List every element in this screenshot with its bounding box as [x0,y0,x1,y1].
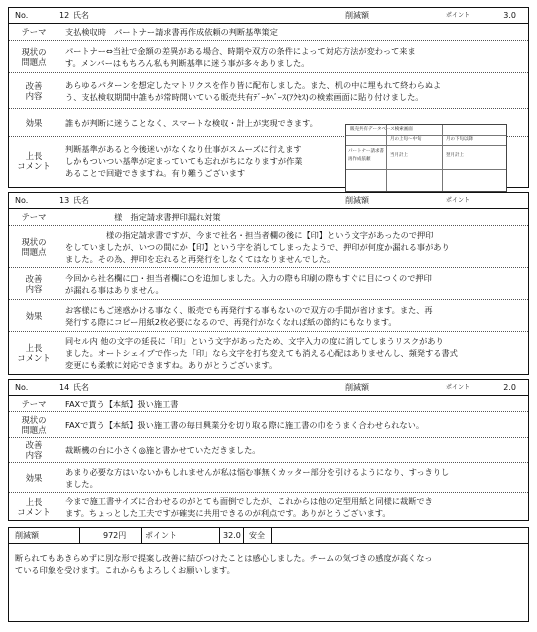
row-text: 様 指定請求書押印漏れ対策 [65,212,221,222]
thumb-cell-2: 翌月計上 [446,153,464,158]
card-header [9,8,528,24]
points-value: 3.0 [503,11,516,20]
row-theme [9,209,528,226]
name-label: 氏名 [73,11,89,20]
row-label: テーマ [21,398,47,409]
row-text: 同セル内 他の文字の延長に「印」という文字があったため、文字入力の度に消してしまうリスクがあり ました。オートシェイプで作った「印」なら文字を打ち変えても消える心配はありませんし、頻発する書式 変更にも柔軟に対応できますね。ありがとうございます。 [65,336,458,370]
row-theme [9,24,528,41]
row-text: 今回から社名欄に□・担当者欄に○を追加しました。入力の際も印刷の際もすぐに目につくので押印 が漏れる事はありません。 [65,272,432,295]
row-theme [9,396,528,412]
reduction-label: 削減額 [345,383,369,392]
summary-points-label: ポイント [145,531,177,540]
thumb-col-1: 月の上旬〜中旬 [390,137,422,142]
row-label: 効果 [25,117,43,128]
thumb-title: 販売共有データベース検索画面 [350,127,413,132]
row-label: 効果 [25,472,43,483]
points-label: ポイント [446,197,471,204]
row-improvement [9,73,528,109]
points-value: 2.0 [503,383,516,392]
reduction-label: 削減額 [345,11,369,20]
row-text: お客様にもご迷惑かける事なく、販売でも再発行する事もないので双方の手間が省けます。また、再 発行する際にコピー用紙2枚必要になるので、再発行がなくなれば紙の節約にもなります。 [65,304,433,327]
thumb-row-1: パートナー請求書 [348,149,384,154]
row-label: テーマ [21,27,47,37]
summary-category: 安全 [249,531,265,540]
matrix-thumbnail [345,124,507,192]
summary-reduction-label: 削減額 [15,531,39,540]
row-label: テーマ [21,212,47,222]
summary-reduction-value: 972円 [103,531,127,540]
thumb-col-2: 月の下旬以降 [446,137,473,142]
row-label: 現状の 問題点 [21,236,47,257]
row-label: 改善 内容 [25,273,43,294]
points-label: ポイント [446,12,471,19]
row-text: あらゆるパターンを想定したマトリクスを作り皆に配布しました。また、机の中に埋もれて終わらぬよ う、支払検収期間中誰もが常時開いている販売共有ﾃﾞｰﾀﾍﾞｰｽ(ｱｸｾｽ)の検索画面に貼り付けました。 [65,79,442,102]
no-label: No. [15,383,29,392]
report-card-14 [8,379,529,521]
card-number: 12 [59,11,70,20]
row-improvement [9,438,528,463]
name-label: 氏名 [73,196,89,205]
card-header [9,380,528,396]
name-label: 氏名 [73,383,89,392]
row-label: 上長 コメント [17,496,51,517]
points-label: ポイント [446,384,471,391]
summary-header [9,528,528,544]
row-text: パートナー⇔当社で金額の差異がある場合、時期や双方の条件によって対応方法が変わって来ま す。メンバーはもちろん私も判断基準に迷う事が多々ありました。 [65,45,416,68]
row-problem [9,41,528,73]
card-header [9,193,528,209]
card-number: 14 [59,383,70,392]
row-comment [9,493,528,520]
row-text: 様の指定請求書ですが、今まで社名・担当者欄の後に【印】という文字があったので押印 をしていましたが、いつの間にか【印】という字を消してしまったようで、押印が何度か漏れる事があり ました。その為、押印を忘れると再発行をしなくてはなりませんでした。 [65,229,450,264]
row-label: 上長 コメント [17,151,51,171]
row-problem [9,412,528,438]
no-label: No. [15,11,29,20]
row-label: 改善 内容 [25,440,43,460]
row-label: 現状の 問題点 [21,46,47,67]
row-label: 効果 [25,310,43,321]
row-text: 裁断機の台に小さく◎施と書かせていただきました。 [65,445,261,455]
no-label: No. [15,196,29,205]
row-text: FAXで貰う【本紙】扱い施工書の毎日興業分を切り取る際に施工書の巾をうまく合わせられない。 [65,419,425,430]
row-improvement [9,268,528,300]
row-label: 上長 コメント [17,343,51,363]
row-label: 改善 内容 [25,80,43,101]
row-effect [9,463,528,493]
row-text: 今まで施工書サイズに合わせるのがとても面倒でしたが、これからは他の定型用紙と同様に裁断でき ます。ちょっとした工夫ですが確実に共用できるのが利点です。ありがとうございます。 [65,495,433,518]
row-text: 判断基準があると今後迷いがなくなり仕事がスムーズに行えます しかもついつい基準が定まっていても忘れがちになりますが作業 あることで回避できますね。有り難うございます [65,144,303,178]
row-comment [9,332,528,374]
row-effect [9,300,528,332]
row-text: あまり必要な方はいないかもしれませんが私は悩む事無くカッター部分を引けるようになり、すっきりし ました。 [65,466,450,489]
report-card-13 [8,192,529,375]
summary-points-value: 32.0 [223,531,241,540]
reduction-label: 削減額 [345,196,369,205]
row-text: 誰もが判断に迷うことなく、スマートな検収・計上が実現できます。 [65,117,318,128]
card-number: 13 [59,196,70,205]
summary-box [8,527,529,622]
row-text: 支払検収時 パートナー請求書再作成依頼の判断基準策定 [65,27,278,37]
thumb-row-2: 再作成依頼 [348,157,371,162]
summary-comment: 断られてもあきらめずに別な形で提案し改善に結びつけたことは感心しました。チームの気づきの感度が高くなっ ている印象を受けます。これからもよろしくお願いします。 [15,553,433,575]
thumb-cell-1: 当月計上 [390,153,408,158]
row-problem [9,226,528,268]
row-label: 現状の 問題点 [21,414,47,435]
row-text: FAXで貰う【本紙】扱い施工書 [65,398,179,409]
